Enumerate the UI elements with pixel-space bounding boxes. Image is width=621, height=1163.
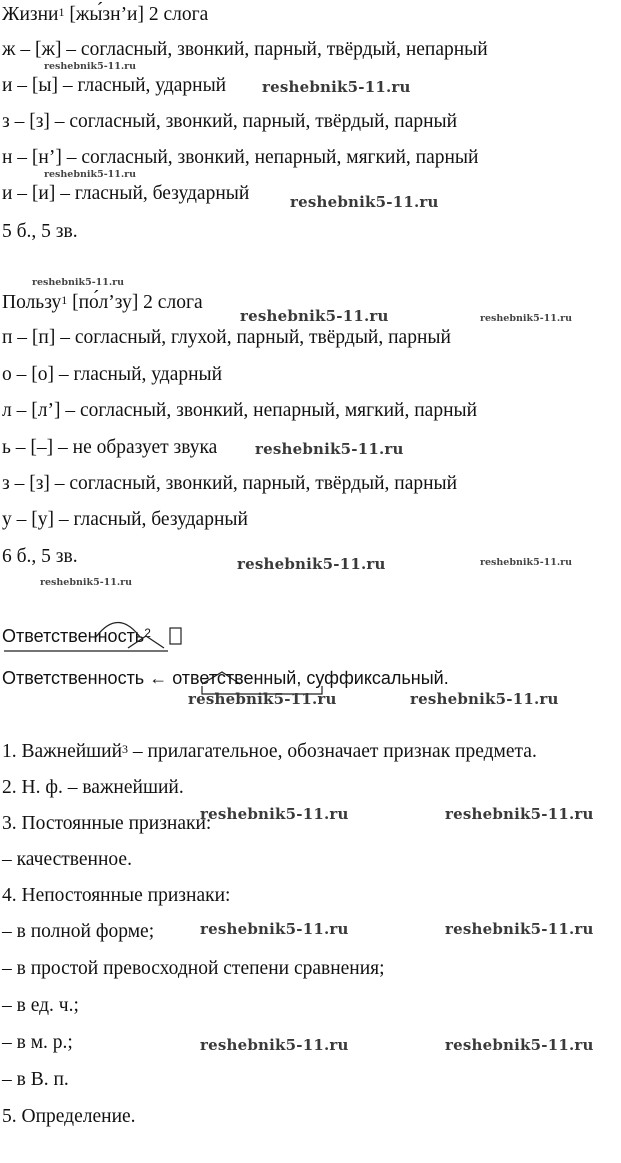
watermark: reshebnik5-11.ru — [445, 805, 594, 823]
watermark: reshebnik5-11.ru — [255, 440, 404, 458]
phonetic-line: н – [н’] – согласный, звонкий, непарный, мягкий, парный — [2, 147, 479, 168]
morph-line: 5. Определение. — [2, 1106, 136, 1127]
watermark: reshebnik5-11.ru — [445, 1036, 594, 1054]
word-heading-1: Жизни$^1$ [жы́зн’и] 2 слога — [2, 4, 209, 25]
watermark: reshebnik5-11.ru — [240, 307, 389, 325]
phonetic-line: ж – [ж] – согласный, звонкий, парный, твёрдый, непарный — [2, 39, 488, 60]
watermark: reshebnik5-11.ru — [480, 557, 573, 568]
watermark: reshebnik5-11.ru — [480, 313, 573, 324]
morph-line: – в полной форме; — [2, 921, 155, 942]
root-arc — [96, 623, 140, 638]
watermark: reshebnik5-11.ru — [200, 920, 349, 938]
morph-line: – в простой превосходной степени сравнения; — [2, 958, 385, 979]
summary-line: 5 б., 5 зв. — [2, 221, 78, 242]
summary-line: 6 б., 5 зв. — [2, 546, 78, 567]
morph-line: 1. Важнейший$^3$ – прилагательное, обозначает признак предмета. — [2, 741, 537, 762]
ending-box — [170, 628, 181, 644]
watermark: reshebnik5-11.ru — [200, 805, 349, 823]
watermark: reshebnik5-11.ru — [44, 61, 137, 72]
watermark: reshebnik5-11.ru — [44, 169, 137, 180]
morph-line: – в В. п. — [2, 1069, 69, 1090]
phonetic-line: п – [п] – согласный, глухой, парный, твёрдый, парный — [2, 327, 451, 348]
watermark: reshebnik5-11.ru — [410, 690, 559, 708]
morph-line: – в ед. ч.; — [2, 995, 79, 1016]
derivation-line: Ответственность ← ответственный, суффиксальный. — [2, 668, 449, 688]
suffix-mark — [128, 636, 164, 648]
phonetic-line: и – [и] – гласный, безударный — [2, 183, 250, 204]
morph-line: 3. Постоянные признаки: — [2, 813, 212, 834]
phonetic-line: и – [ы] – гласный, ударный — [2, 75, 227, 96]
watermark: reshebnik5-11.ru — [188, 690, 337, 708]
morph-line: 2. Н. ф. – важнейший. — [2, 777, 184, 798]
word-heading-2: Пользу$^1$ [по́л’зу] 2 слога — [2, 292, 203, 313]
phonetic-line: у – [у] – гласный, безударный — [2, 509, 248, 530]
morph-line: – качественное. — [2, 849, 132, 870]
phonetic-line: л – [л’] – согласный, звонкий, непарный, мягкий, парный — [2, 400, 478, 421]
phonetic-line: о – [о] – гласный, ударный — [2, 364, 223, 385]
morph-line: – в м. р.; — [2, 1032, 73, 1053]
phonetic-line: з – [з] – согласный, звонкий, парный, твёрдый, парный — [2, 473, 458, 494]
watermark: reshebnik5-11.ru — [262, 78, 411, 96]
phonetic-line: ь – [–] – не образует звука — [2, 437, 218, 458]
watermark: reshebnik5-11.ru — [32, 277, 125, 288]
watermark: reshebnik5-11.ru — [290, 193, 439, 211]
morphemic-word: Ответственность$^2$ — [2, 626, 151, 646]
morph-line: 4. Непостоянные признаки: — [2, 885, 231, 906]
watermark: reshebnik5-11.ru — [237, 555, 386, 573]
watermark: reshebnik5-11.ru — [200, 1036, 349, 1054]
phonetic-line: з – [з] – согласный, звонкий, парный, твёрдый, парный — [2, 111, 458, 132]
watermark: reshebnik5-11.ru — [40, 577, 133, 588]
watermark: reshebnik5-11.ru — [445, 920, 594, 938]
